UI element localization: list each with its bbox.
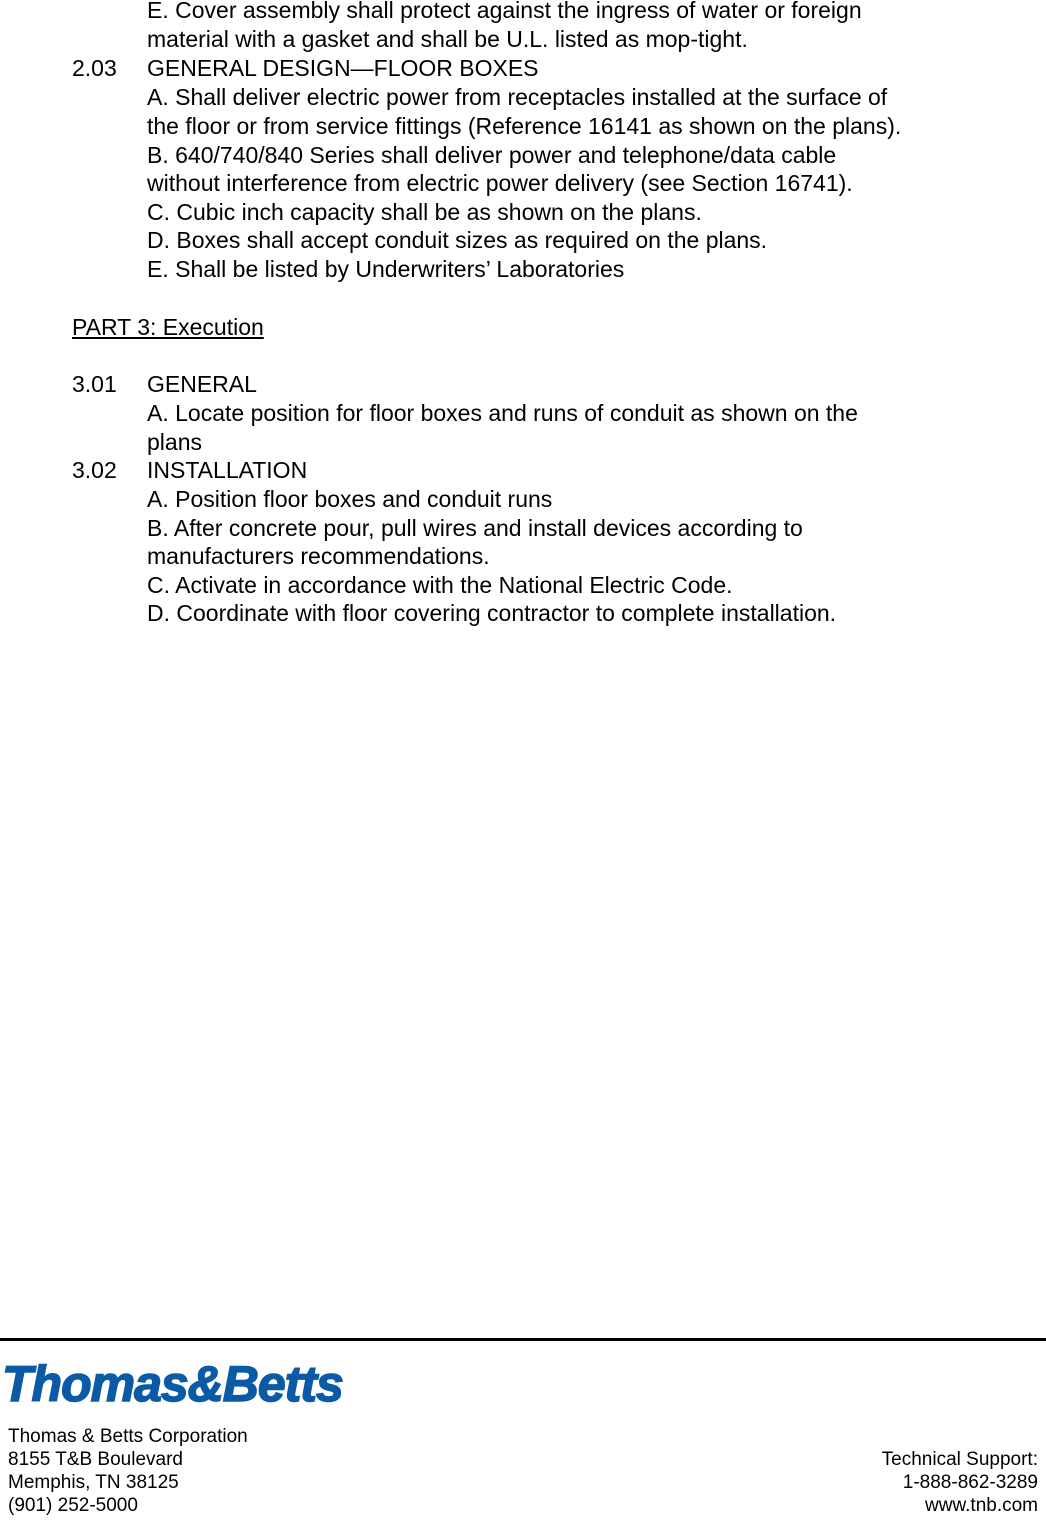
body-line: A. Position floor boxes and conduit runs <box>147 486 553 512</box>
section-title: GENERAL DESIGN—FLOOR BOXES <box>147 55 539 81</box>
body-line: B. After concrete pour, pull wires and install devices according to <box>147 515 803 541</box>
body-line: manufacturers recommendations. <box>147 543 490 569</box>
body-line: plans <box>147 429 202 455</box>
part-heading: PART 3: Execution <box>72 314 264 340</box>
body-line: A. Locate position for floor boxes and runs of conduit as shown on the <box>147 400 858 426</box>
website-link[interactable]: www.tnb.com <box>925 1495 1038 1516</box>
company-logo <box>0 1354 400 1414</box>
body-line: material with a gasket and shall be U.L. listed as mop-tight. <box>147 26 748 52</box>
company-phone: (901) 252-5000 <box>8 1495 138 1516</box>
support-phone: 1-888-862-3289 <box>902 1472 1038 1493</box>
company-name: Thomas & Betts Corporation <box>8 1426 248 1447</box>
logo-text: Thomas&Betts <box>2 1356 343 1412</box>
body-line: B. 640/740/840 Series shall deliver power and telephone/data cable <box>147 142 837 168</box>
section-number: 3.01 <box>72 371 117 397</box>
body-line: A. Shall deliver electric power from receptacles installed at the surface of <box>147 84 888 110</box>
company-address: 8155 T&B Boulevard <box>8 1449 183 1470</box>
support-label: Technical Support: <box>881 1449 1038 1470</box>
body-line: without interference from electric power delivery (see Section 16741). <box>147 170 853 196</box>
section-title: GENERAL <box>147 371 257 397</box>
footer-divider <box>0 1338 1046 1341</box>
body-line: D. Boxes shall accept conduit sizes as required on the plans. <box>147 227 768 253</box>
body-line: the floor or from service fittings (Reference 16141 as shown on the plans). <box>147 113 902 139</box>
body-line: D. Coordinate with floor covering contractor to complete installation. <box>147 600 837 626</box>
section-number: 2.03 <box>72 55 117 81</box>
body-line: E. Cover assembly shall protect against the ingress of water or foreign <box>147 0 862 23</box>
section-number: 3.02 <box>72 457 117 483</box>
company-city: Memphis, TN 38125 <box>8 1472 179 1493</box>
body-line: E. Shall be listed by Underwriters’ Laboratories <box>147 256 625 282</box>
section-title: INSTALLATION <box>147 457 308 483</box>
body-line: C. Cubic inch capacity shall be as shown on the plans. <box>147 199 702 225</box>
body-line: C. Activate in accordance with the National Electric Code. <box>147 572 733 598</box>
